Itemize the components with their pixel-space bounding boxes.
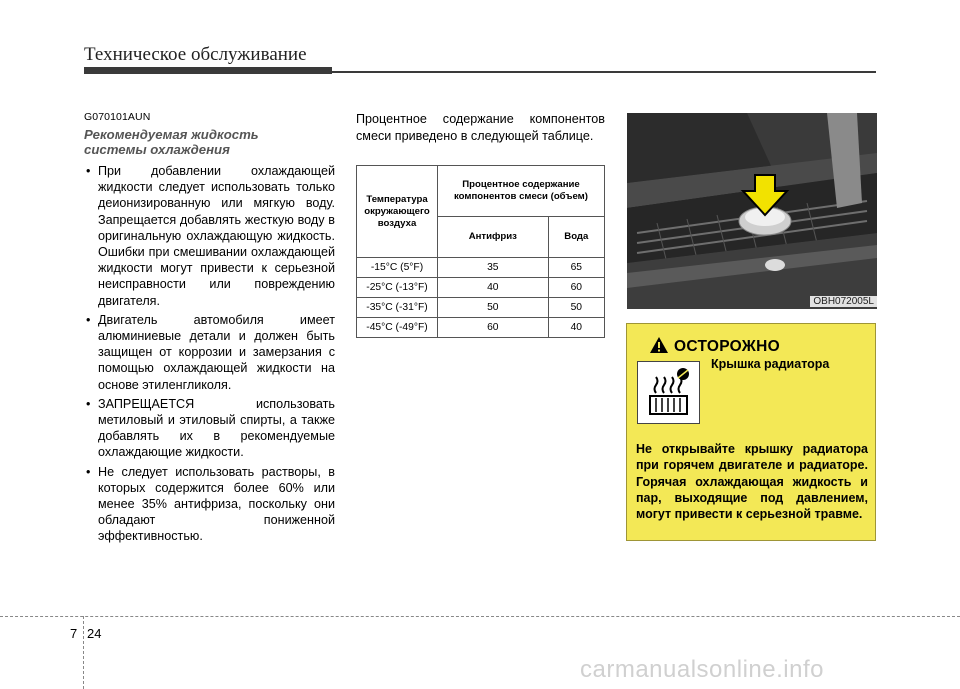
hot-radiator-icon: [637, 361, 700, 424]
cell-temperature: -15°C (5°F): [357, 258, 438, 278]
cell-water: 60: [548, 278, 604, 298]
footer-dashed-line: [0, 616, 960, 617]
table-row: [357, 298, 605, 318]
table-row: [357, 258, 605, 278]
bullet-item: • Не следует использовать растворы, в которых содержится более 60% или менее 35% антифриза, поскольку они обладают пониженной эффективностью.: [84, 464, 335, 545]
coolant-mix-table: [356, 165, 605, 338]
radiator-cap-photo: [627, 113, 877, 309]
header-rule-thin: [332, 71, 876, 73]
table-header-antifreeze: Антифриз: [438, 217, 549, 258]
warning-text: Не открывайте крышку радиатора при горячем двигателе и радиаторе. Горячая охлаждающая жидкость и пар, выходящие под давлением, могут привести к серьезной травме.: [636, 442, 868, 522]
section-subtitle-line2: системы охлаждения: [84, 142, 230, 157]
cell-temperature: -35°C (-31°F): [357, 298, 438, 318]
page-header-title: Техническое обслуживание: [84, 44, 307, 65]
table-header-temperature: Температура окружающего воздуха: [357, 166, 438, 258]
section-subtitle: [84, 127, 335, 157]
bullet-item: • ЗАПРЕЩАЕТСЯ использовать метиловый и этиловый спирты, а также добавлять их в рекомендуемые охлаждающие жидкости.: [84, 396, 335, 461]
cell-antifreeze: 50: [438, 298, 549, 318]
table-row: [357, 318, 605, 338]
middle-column: [356, 111, 605, 333]
left-column: [84, 111, 335, 548]
warning-box: [626, 323, 876, 541]
section-subtitle-line1: Рекомендуемая жидкость: [84, 127, 259, 142]
watermark: carmanualsonline.info: [580, 656, 824, 683]
bullet-item: • Двигатель автомобиля имеет алюминиевые детали и должен быть защищен от коррозии и замерзания с помощью охлаждающей жидкости на основе этиленгликоля.: [84, 312, 335, 393]
photo-caption: [627, 296, 877, 307]
cell-temperature: -25°C (-13°F): [357, 278, 438, 298]
footer-dashed-divider: [83, 616, 85, 689]
engine-bay-illustration: [627, 113, 877, 309]
warning-triangle-icon: [649, 336, 669, 354]
cell-water: 50: [548, 298, 604, 318]
section-code: G070101AUN: [84, 111, 151, 123]
photo-caption-text: OBH072005L: [810, 296, 877, 307]
warning-title: ОСТОРОЖНО: [674, 338, 780, 355]
header-rule-thick: [84, 67, 332, 74]
table-header-water: Вода: [548, 217, 604, 258]
warning-subtitle: Крышка радиатора: [711, 357, 830, 371]
cell-antifreeze: 60: [438, 318, 549, 338]
table-header-group: Процентное содержание компонентов смеси (объем): [438, 166, 605, 217]
cell-temperature: -45°C (-49°F): [357, 318, 438, 338]
chapter-number: 7: [70, 626, 78, 641]
bullet-item: • При добавлении охлаждающей жидкости следует использовать только деионизированную или мягкую воду. Запрещается добавлять жесткую воду в оригинальную охлаждающую жидкость. Ошибки при смешивании охлаждающей жидкости могут привести к серьезной неисправности или повреждению двигателя.: [84, 163, 335, 309]
table-row: [357, 278, 605, 298]
cell-water: 65: [548, 258, 604, 278]
coolant-bullet-list: [84, 163, 335, 545]
table-intro-text: Процентное содержание компонентов смеси приведено в следующей таблице.: [356, 112, 605, 143]
cell-water: 40: [548, 318, 604, 338]
cell-antifreeze: 40: [438, 278, 549, 298]
page-number: 24: [87, 626, 102, 641]
cell-antifreeze: 35: [438, 258, 549, 278]
